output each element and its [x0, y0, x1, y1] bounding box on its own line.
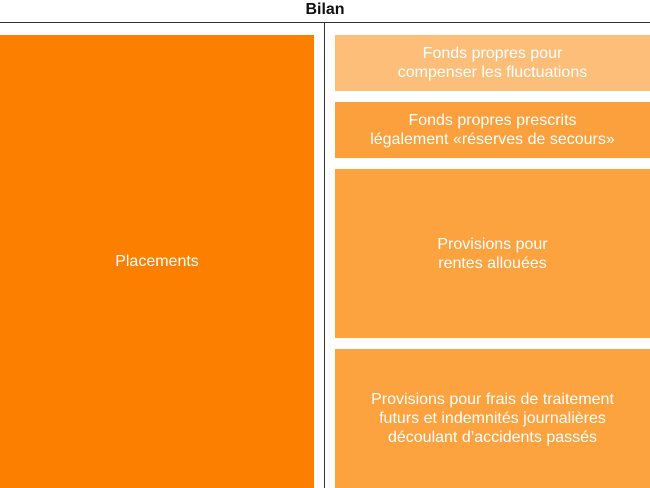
- assets-block: [0, 35, 314, 488]
- balance-sheet-title: Bilan: [0, 0, 650, 23]
- provisions-pensions-label: Provisions pour rentes allouées: [437, 235, 548, 272]
- equity-legal-reserve-label: Fonds propres prescrits légalement «réserves de secours»: [370, 112, 615, 148]
- provisions-pensions-block: [335, 169, 650, 338]
- equity-fluctuations-label: Fonds propres pour compenser les fluctuations: [397, 45, 588, 81]
- equity-fluctuations-block: [335, 35, 650, 91]
- equity-legal-reserve-block: [335, 102, 650, 158]
- provisions-treatment-costs-block: [335, 349, 650, 488]
- provisions-treatment-costs-label: Provisions pour frais de traitement futurs et indemnités journalières découlant d’accidents passés: [371, 391, 614, 446]
- assets-label: Placements: [115, 253, 199, 270]
- column-divider: [324, 23, 325, 488]
